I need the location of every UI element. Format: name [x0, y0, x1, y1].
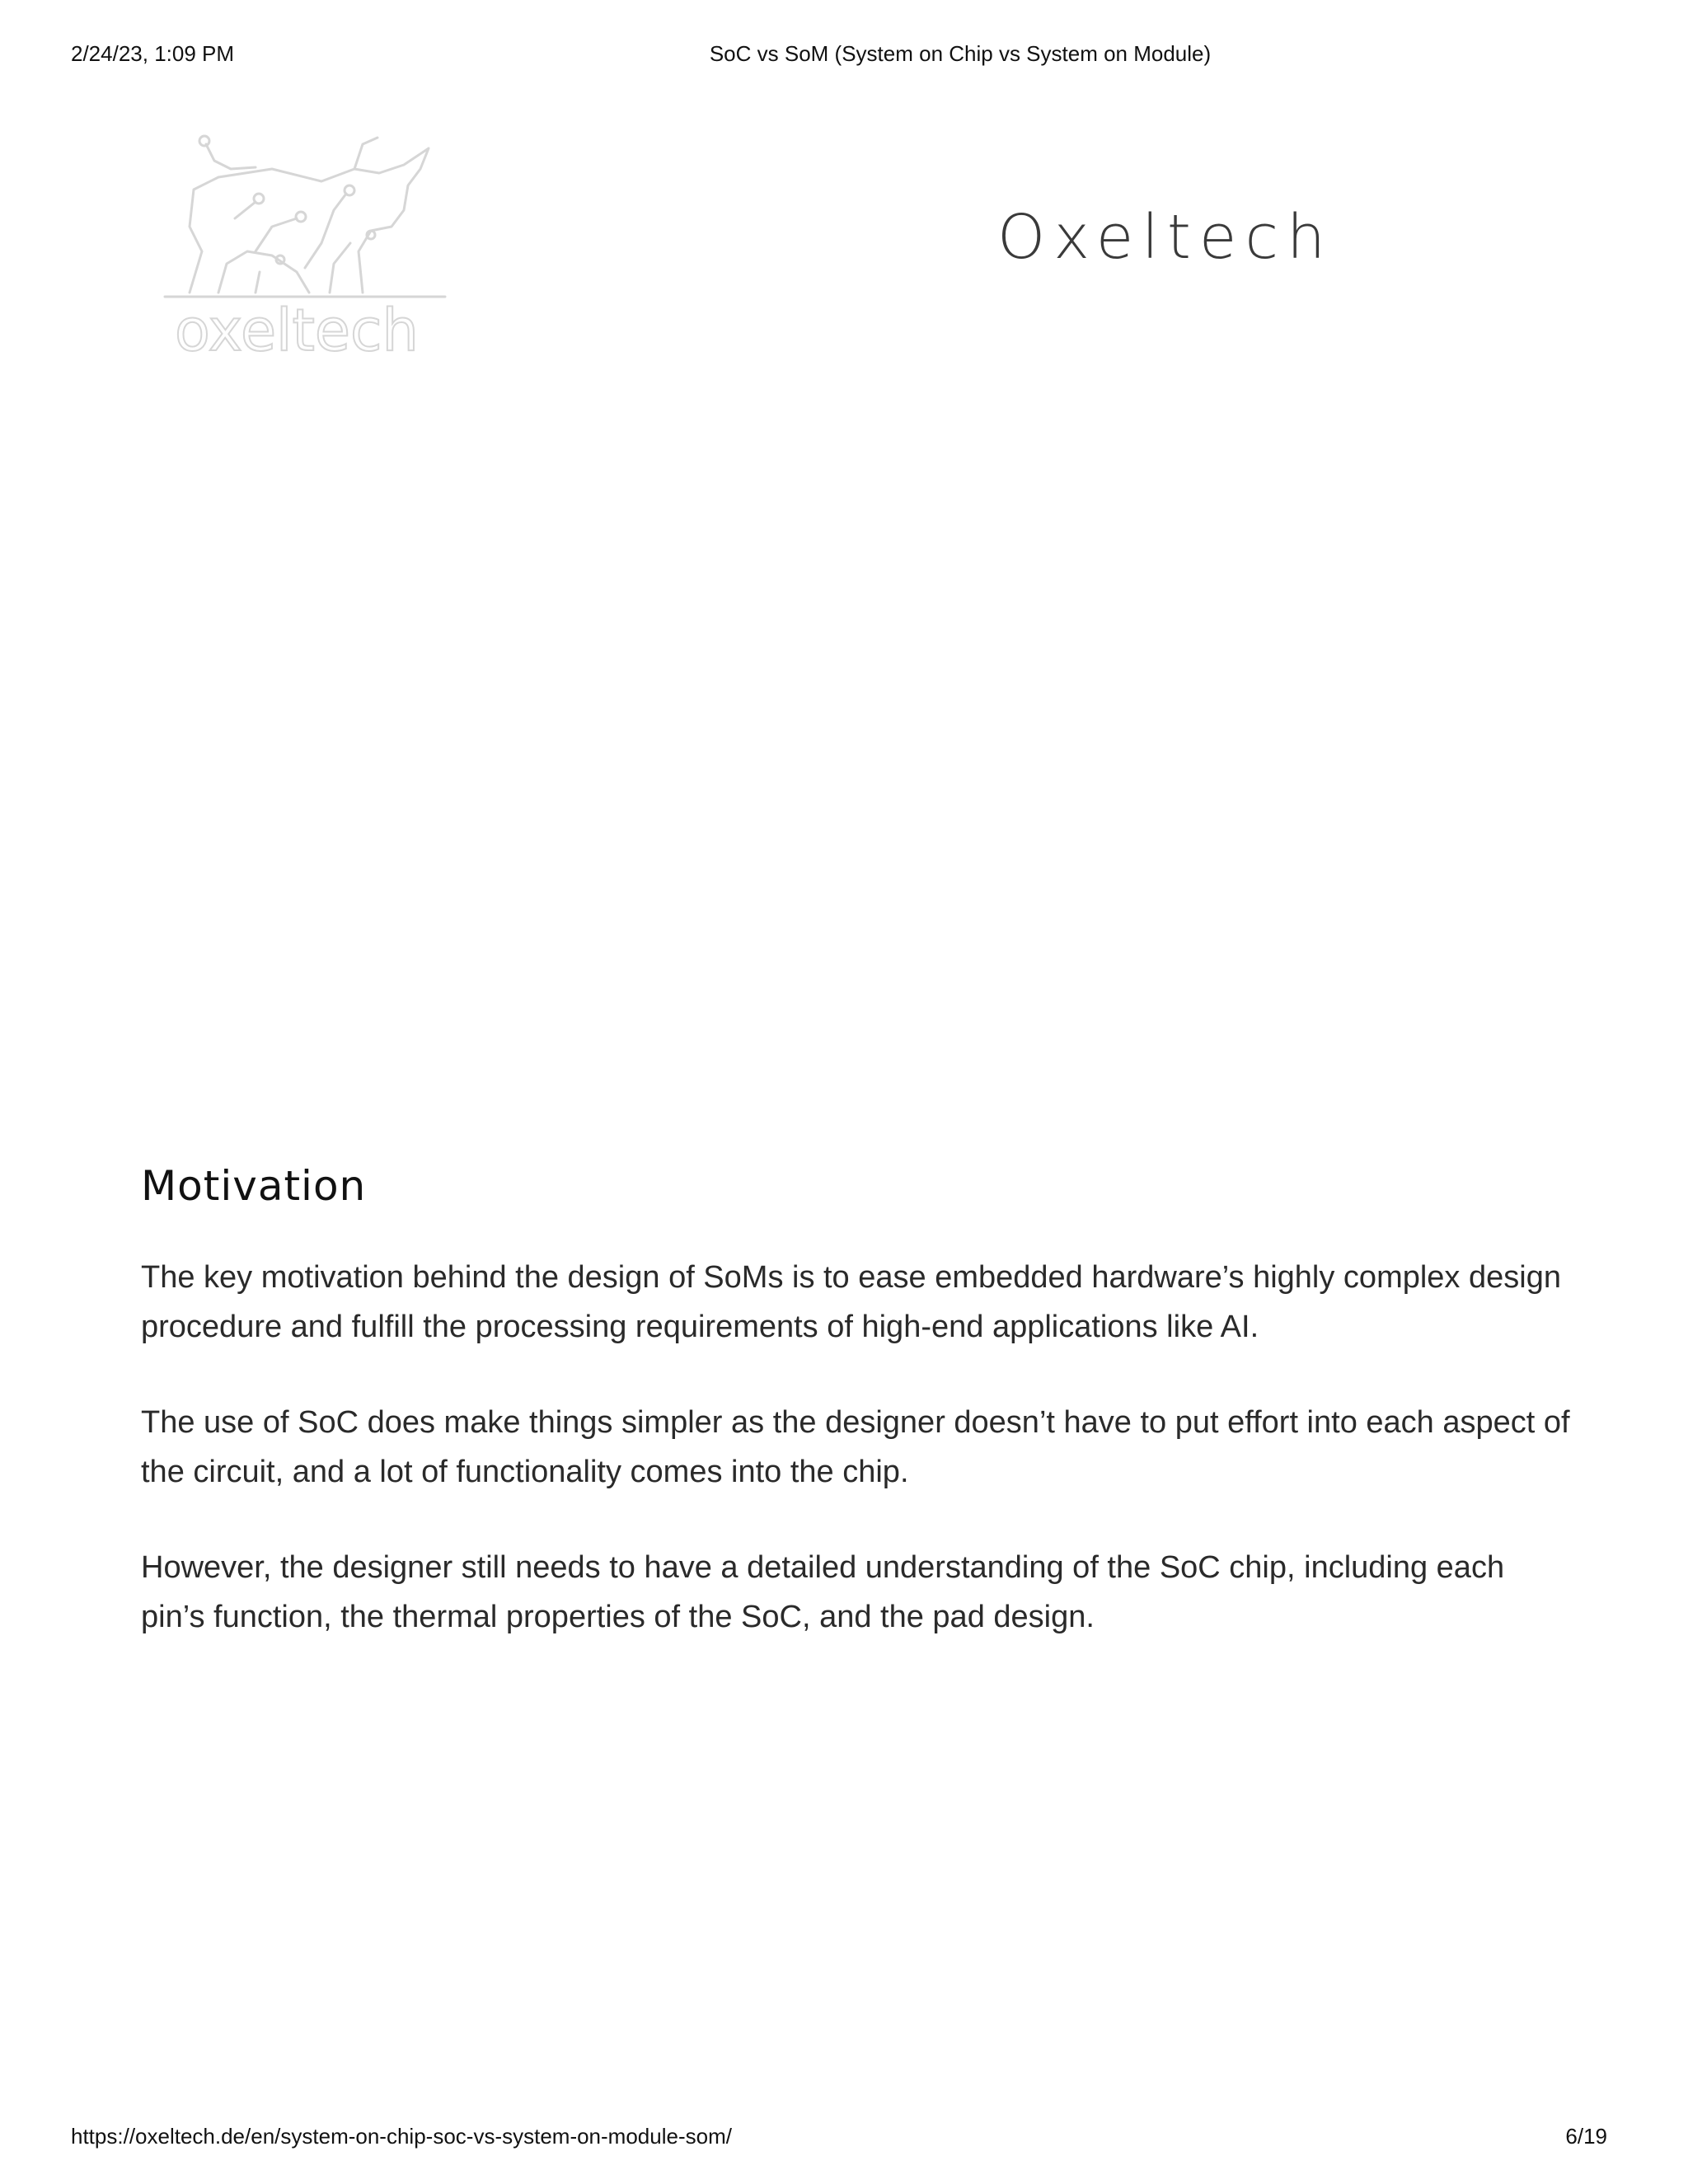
logo-wordmark: oxeltech	[175, 297, 419, 364]
print-header-datetime: 2/24/23, 1:09 PM	[71, 41, 235, 66]
motivation-heading: Motivation	[141, 1162, 367, 1210]
print-footer-url[interactable]: https://oxeltech.de/en/system-on-chip-soc-vs-system-on-module-som/	[71, 2124, 732, 2149]
motivation-section	[141, 1162, 1575, 1688]
bull-circuit-logo-icon	[157, 120, 470, 367]
print-footer-page-number: 6/19	[1565, 2124, 1607, 2149]
motivation-paragraph-2: The use of SoC does make things simpler as the designer doesn’t have to put effort into each aspect of the circuit, and a lot of functionality comes into the chip.	[141, 1405, 1570, 1489]
oxeltech-logo[interactable]	[157, 120, 470, 367]
motivation-paragraph-1: The key motivation behind the design of SoMs is to ease embedded hardware’s highly complex design procedure and fulfill the processing requirements of high-end applications like AI.	[141, 1260, 1561, 1344]
motivation-paragraph-3: However, the designer still needs to have a detailed understanding of the SoC chip, including each pin’s function, the thermal properties of the SoC, and the pad design.	[141, 1550, 1505, 1634]
print-header-title: SoC vs SoM (System on Chip vs System on Module)	[709, 41, 1212, 66]
brand-name: Oxeltech	[997, 202, 1334, 273]
